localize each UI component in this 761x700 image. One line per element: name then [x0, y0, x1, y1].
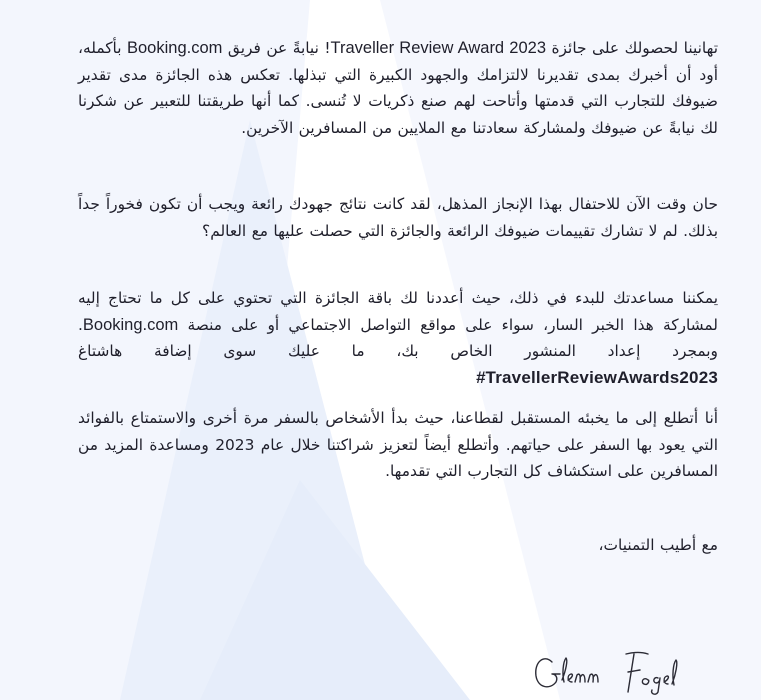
paragraph-text: مع أطيب التمنيات،	[598, 536, 718, 554]
paragraph-text: حان وقت الآن للاحتفال بهذا الإنجاز المذهل، لقد كانت نتائج جهودك رائعة ويجب أن تكون فخوراً جداً بذلك. لم لا تشارك تقييمات ضيوفك الرائعة والجائزة التي حصلت عليها مع العالم؟	[78, 195, 718, 240]
latin-text: Booking.com	[127, 39, 223, 57]
paragraph-share-award	[78, 285, 718, 391]
paragraph-future	[78, 405, 718, 485]
signature-image	[530, 640, 710, 700]
paragraph-congratulations	[78, 35, 718, 141]
paragraph-closing	[78, 532, 718, 559]
latin-text: Traveller Review Award 2023	[330, 39, 546, 57]
paragraph-text: يمكننا مساعدتك للبدء في ذلك، حيث أعددنا لك باقة الجائزة التي تحتوي على كل ما تحتاج إليه لمشاركة هذا الخبر السار، سواء على مواقع التواصل الاجتماعي أو على منصة	[78, 289, 718, 334]
paragraph-text: . وبمجرد إعداد المنشور الخاص بك، ما عليك سوى إضافة هاشتاغ	[78, 315, 718, 360]
paragraph-celebrate	[78, 191, 718, 244]
latin-text: Booking.com	[82, 315, 179, 334]
paragraph-text: تهانينا لحصولك على جائزة	[546, 39, 718, 57]
paragraph-text: بأكمله، أود أن أخبرك بمدى تقديرنا لالتزامك والجهود الكبيرة التي تبذلها. تعكس هذه الجائزة مدى تقدير ضيوفك للتجارب التي قدمتها وأتاحت لهم صنع ذكريات لا تُنسى. كما أنها طريقتنا للتعبير عن شكرنا لك نيابةً عن ضيوفك ولمشاركة سعادتنا مع الملايين من المسافرين الآخرين.	[78, 39, 718, 137]
hashtag-text: #TravellerReviewAwards2023	[476, 367, 718, 387]
paragraph-text: ! نيابةً عن فريق	[222, 39, 331, 57]
paragraph-text: أنا أتطلع إلى ما يخبئه المستقبل لقطاعنا، حيث بدأ الأشخاص بالسفر مرة أخرى والاستمتاع بالفوائد التي يعود بها السفر على حياتهم. وأتطلع أيضاً لتعزيز شراكتنا خلال عام 2023 ومساعدة المزيد من المسافرين على استكشاف كل التجارب التي تقدمها.	[78, 409, 718, 480]
